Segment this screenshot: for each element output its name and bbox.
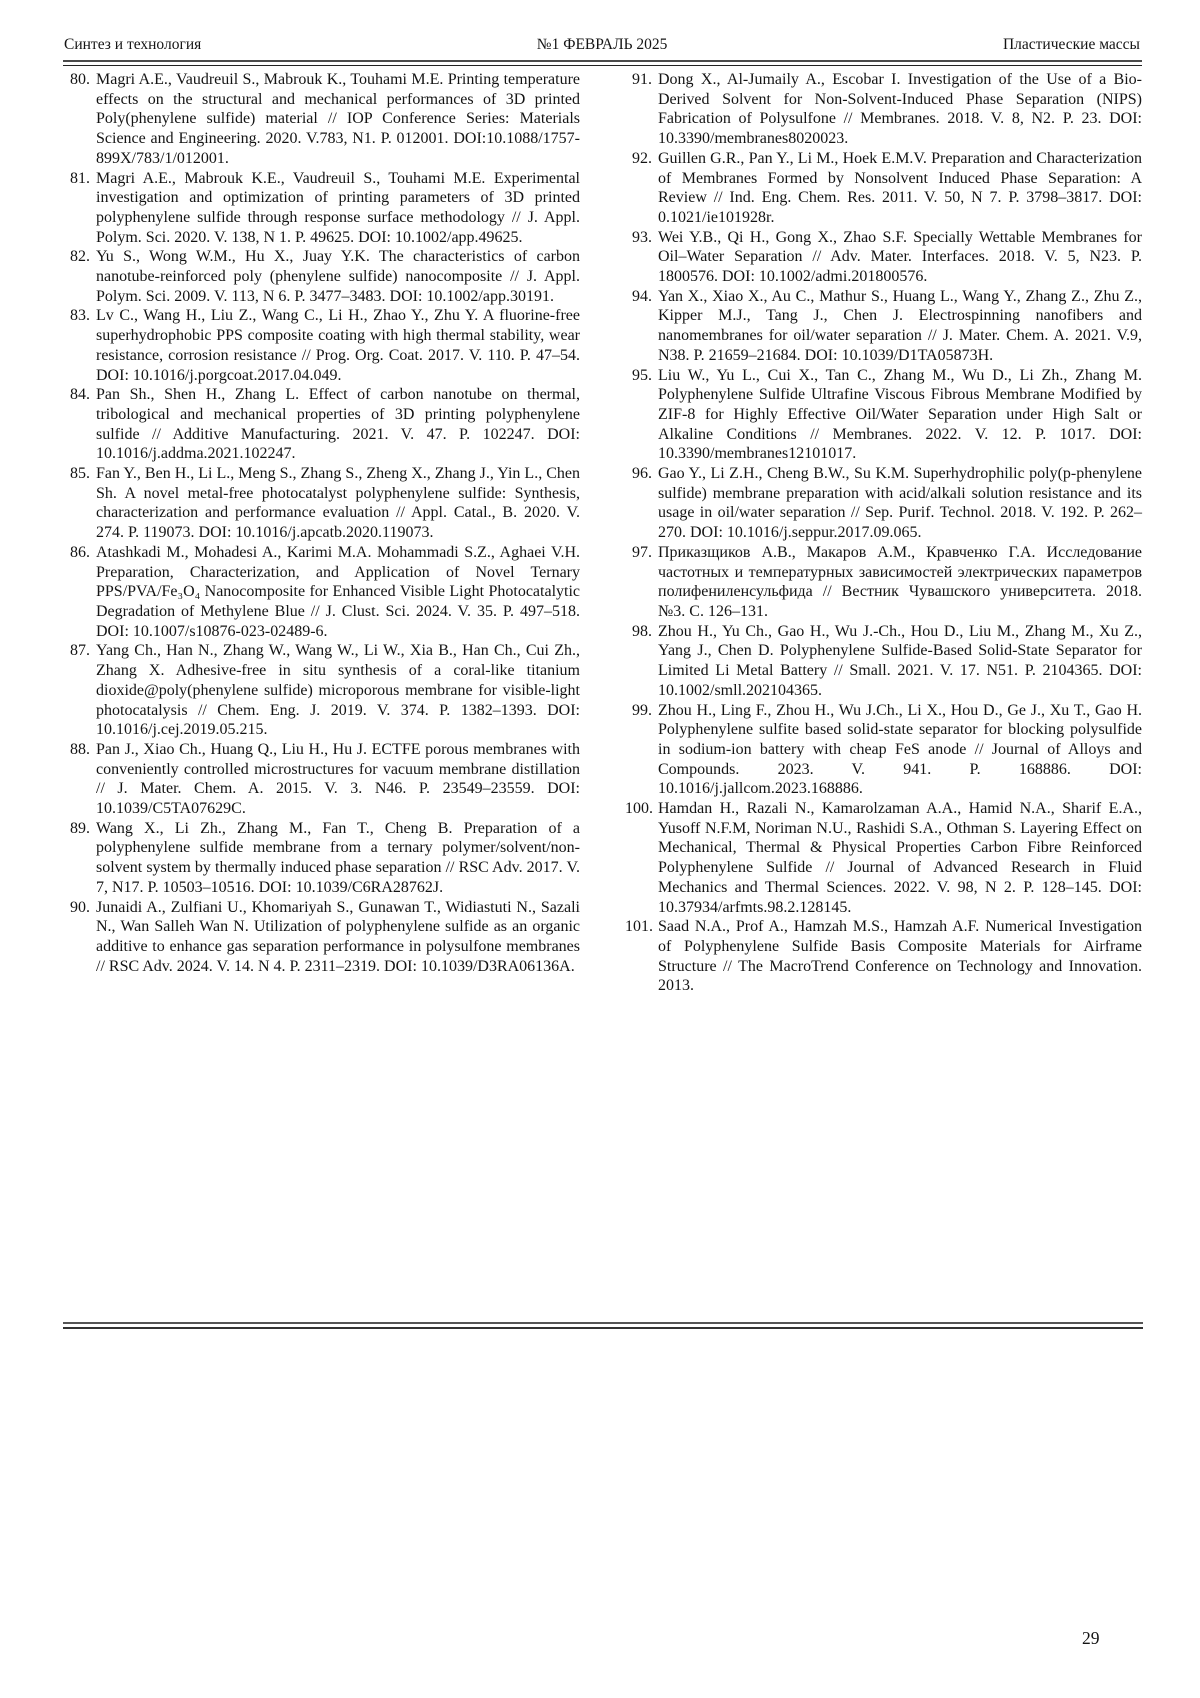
reference-number: 84. — [70, 386, 90, 404]
reference-number: 100. — [625, 800, 653, 818]
reference-number: 96. — [632, 465, 652, 483]
reference-number: 89. — [70, 819, 90, 837]
reference-number: 93. — [632, 228, 652, 246]
reference-text: Pan J., Xiao Ch., Huang Q., Liu H., Hu J. ECTFE porous membranes with conveniently controlled microstructures for vacuum membrane distillation // J. Mater. Chem. A. 2015. V. 3. N46. P. 23549–23559. DOI: 10.1039/C5TA07629C. — [96, 740, 580, 818]
reference-number: 98. — [632, 622, 652, 640]
reference-item — [63, 543, 580, 642]
reference-text: Magri A.E., Mabrouk K.E., Vaudreuil S., Touhami M.E. Experimental investigation and optimization of printing parameters of 3D printed polyphenylene sulfide through response surface methodology // J. Appl. Polym. Sci. 2020. V. 138, N 1. P. 49625. DOI: 10.1002/app.49625. — [96, 169, 580, 246]
reference-item — [625, 701, 1142, 800]
reference-item — [625, 464, 1142, 543]
reference-number: 87. — [70, 642, 90, 660]
reference-item — [625, 149, 1142, 228]
reference-text: Pan Sh., Shen H., Zhang L. Effect of carbon nanotube on thermal, tribological and mechanical properties of 3D printing polyphenylene sulfide // Additive Manufacturing. 2021. V. 47. P. 102247. DOI: 10.1016/j.addma.2021.102247. — [96, 386, 580, 463]
journal-section-title: Синтез и технология — [64, 36, 202, 53]
reference-text: Wei Y.B., Qi H., Gong X., Zhao S.F. Specially Wettable Membranes for Oil–Water Separation // Adv. Mater. Interfaces. 2018. V. 5, N23. P. 1800576. DOI: 10.1002/admi.201800576. — [658, 228, 1142, 286]
reference-number: 85. — [70, 465, 90, 483]
reference-text: Zhou H., Ling F., Zhou H., Wu J.Ch., Li X., Hou D., Ge J., Xu T., Gao H. Polyphenylene sulfite based solid-state separator for blocking polysulfide in sodium-ion battery with cheap FeS anode // Journal of Alloys and Compounds. 2023. V. 941. P. 168886. DOI: 10.1016/j.jallcom.2023.168886. — [658, 701, 1142, 798]
reference-number: 82. — [70, 248, 90, 266]
reference-item — [625, 622, 1142, 701]
page-number: 29 — [1082, 1628, 1100, 1648]
reference-text: Liu W., Yu L., Cui X., Tan C., Zhang M., Wu D., Li Zh., Zhang M. Polyphenylene Sulfide Ultrafine Viscous Fibrous Membrane Modified by ZIF-8 for Highly Effective Oil/Water Separation under High Salt or Alkaline Conditions // Membranes. 2022. V. 12. P. 1017. DOI: 10.3390/membranes12101017. — [658, 366, 1142, 463]
reference-number: 86. — [70, 543, 90, 561]
reference-item — [63, 385, 580, 464]
header-divider-rule — [63, 60, 1142, 66]
reference-text: Lv C., Wang H., Liu Z., Wang C., Li H., Zhao Y., Zhu Y. A fluorine-free superhydrophobic PPS composite coating with high thermal stability, wear resistance, corrosion resistance // Prog. Org. Coat. 2017. V. 110. P. 47–54. DOI: 10.1016/j.porgcoat.2017.04.049. — [96, 307, 580, 384]
reference-number: 91. — [632, 71, 652, 88]
reference-text: Guillen G.R., Pan Y., Li M., Hoek E.M.V. Preparation and Characterization of Membranes Formed by Nonsolvent Induced Phase Separation: A Review // Ind. Eng. Chem. Res. 2011. V. 50, N 7. P. 3798–3817. DOI: 0.1021/ie101928r. — [658, 149, 1142, 226]
reference-text: Atashkadi M., Mohadesi A., Karimi M.A. Mohammadi S.Z., Aghaei V.H. Preparation, Characterization, and Application of Novel Ternary PPS/PVA/Fe₃O₄ Nanocomposite for Enhanced Visible Light Photocatalytic Degradation of Methylene Blue // J. Clust. Sci. 2024. V. 35. P. 497–518. DOI: 10.1007/s10876-023-02489-6. — [96, 543, 580, 640]
reference-item — [63, 898, 580, 977]
reference-text: Zhou H., Yu Ch., Gao H., Wu J.-Ch., Hou D., Liu M., Zhang M., Xu Z., Yang J., Chen D. Polyphenylene Sulfide-Based Solid-State Separator for Limited Li Metal Battery // Small. 2021. V. 17. N51. P. 2104365. DOI: 10.1002/smll.202104365. — [658, 622, 1142, 699]
reference-text: Gao Y., Li Z.H., Cheng B.W., Su K.M. Superhydrophilic poly(p-phenylene sulfide) membrane preparation with acid/alkali solution resistance and its usage in oil/water separation // Sep. Purif. Technol. 2018. V. 192. P. 262–270. DOI: 10.1016/j.seppur.2017.09.065. — [658, 465, 1142, 542]
reference-text: Junaidi A., Zulfiani U., Khomariyah S., Gunawan T., Widiastuti N., Sazali N., Wan Salleh Wan N. Utilization of polyphenylene sulfide as an organic additive to enhance gas separation performance in polysulfone membranes // RSC Adv. 2024. V. 14. N 4. P. 2311–2319. DOI: 10.1039/D3RA06136A. — [96, 898, 580, 975]
reference-text: Приказщиков А.В., Макаров А.М., Кравченко Г.А. Исследование частотных и температурных зависимостей электрических параметров полифениленсульфида // Вестник Чувашского университета. 2018. №3. С. 126–131. — [658, 543, 1142, 620]
reference-text: Saad N.A., Prof A., Hamzah M.S., Hamzah A.F. Numerical Investigation of Polyphenylene Sulfide Basis Composite Materials for Airframe Structure // The MacroTrend Conference on Technology and Innovation. 2013. — [658, 918, 1142, 995]
reference-number: 83. — [70, 307, 90, 325]
reference-number: 95. — [632, 366, 652, 384]
reference-item — [63, 819, 580, 898]
reference-text: Magri A.E., Vaudreuil S., Mabrouk K., Touhami M.E. Printing temperature effects on the structural and mechanical performances of 3D printed Poly(phenylene sulfide) material // IOP Conference Series: Materials Science and Engineering. 2020. V.783, N1. P. 012001. DOI:10.1088/1757-899X/783/1/012001. — [96, 71, 580, 167]
reference-item — [63, 70, 580, 169]
references-columns — [63, 70, 1142, 996]
reference-item — [625, 70, 1142, 149]
footer-divider-rule — [63, 1322, 1143, 1329]
reference-item — [63, 740, 580, 819]
references-column-left — [63, 70, 580, 996]
reference-item — [625, 228, 1142, 287]
reference-item — [625, 543, 1142, 622]
reference-number: 94. — [632, 287, 652, 305]
reference-text: Yu S., Wong W.M., Hu X., Juay Y.K. The characteristics of carbon nanotube-reinforced poly (phenylene sulfide) nanocomposite // J. Appl. Polym. Sci. 2009. V. 113, N 6. P. 3477–3483. DOI: 10.1002/app.30191. — [96, 248, 580, 305]
references-column-right — [625, 70, 1142, 996]
reference-item — [625, 287, 1142, 366]
reference-item — [63, 464, 580, 543]
reference-item — [63, 169, 580, 248]
reference-number: 90. — [70, 898, 90, 916]
reference-item — [63, 306, 580, 385]
reference-number: 88. — [70, 740, 90, 758]
reference-item — [625, 366, 1142, 465]
reference-item — [625, 799, 1142, 917]
reference-text: Fan Y., Ben H., Li L., Meng S., Zhang S., Zheng X., Zhang J., Yin L., Chen Sh. A novel metal-free photocatalyst polyphenylene sulfide: Synthesis, characterization and performance evaluation // Appl. Catal., B. 2020. V. 274. P. 119073. DOI: 10.1016/j.apcatb.2020.119073. — [96, 465, 580, 542]
journal-title: Пластические массы — [1002, 36, 1140, 53]
reference-text: Yan X., Xiao X., Au C., Mathur S., Huang L., Wang Y., Zhang Z., Zhu Z., Kipper M.J., Tang J., Chen J. Electrospinning nanofibers and nanomembranes for oil/water separation // J. Mater. Chem. A. 2021. V.9, N38. P. 21659–21684. DOI: 10.1039/D1TA05873H. — [658, 287, 1142, 364]
reference-text: Hamdan H., Razali N., Kamarolzaman A.A., Hamid N.A., Sharif E.A., Yusoff N.F.M, Noriman N.U., Rashidi S.A., Othman S. Layering Effect on Mechanical, Thermal & Physical Properties Carbon Fibre Reinforced Polyphenylene Sulfide // Journal of Advanced Research in Fluid Mechanics and Thermal Sciences. 2022. V. 98, N 2. P. 128–145. DOI: 10.37934/arfmts.98.2.128145. — [658, 800, 1142, 916]
reference-text: Yang Ch., Han N., Zhang W., Wang W., Li W., Xia B., Han Ch., Cui Zh., Zhang X. Adhesive-free in situ synthesis of a coral-like titanium dioxide@poly(phenylene sulfide) microporous membrane for visible-light photocatalysis // Chem. Eng. J. 2019. V. 374. P. 1382–1393. DOI: 10.1016/j.cej.2019.05.215. — [96, 642, 580, 739]
reference-item — [63, 247, 580, 306]
reference-number: 92. — [632, 149, 652, 167]
reference-number: 99. — [632, 701, 652, 719]
reference-number: 81. — [70, 169, 90, 187]
reference-number: 97. — [632, 543, 652, 561]
reference-number: 80. — [70, 71, 90, 88]
reference-text: Dong X., Al-Jumaily A., Escobar I. Investigation of the Use of a Bio-Derived Solvent for Non-Solvent-Induced Phase Separation (NIPS) Fabrication of Polysulfone // Membranes. 2018. V. 8, N2. P. 23. DOI: 10.3390/membranes8020023. — [658, 71, 1142, 148]
reference-number: 101. — [625, 918, 653, 936]
reference-item — [63, 641, 580, 740]
issue-label: №1 ФЕВРАЛЬ 2025 — [536, 36, 668, 53]
running-head — [64, 36, 1140, 54]
reference-item — [625, 917, 1142, 996]
reference-text: Wang X., Li Zh., Zhang M., Fan T., Cheng B. Preparation of a polyphenylene sulfide membrane from a ternary polymer/solvent/non-solvent system by thermally induced phase separation // RSC Adv. 2017. V. 7, N17. P. 10503–10516. DOI: 10.1039/C6RA28762J. — [96, 819, 580, 896]
